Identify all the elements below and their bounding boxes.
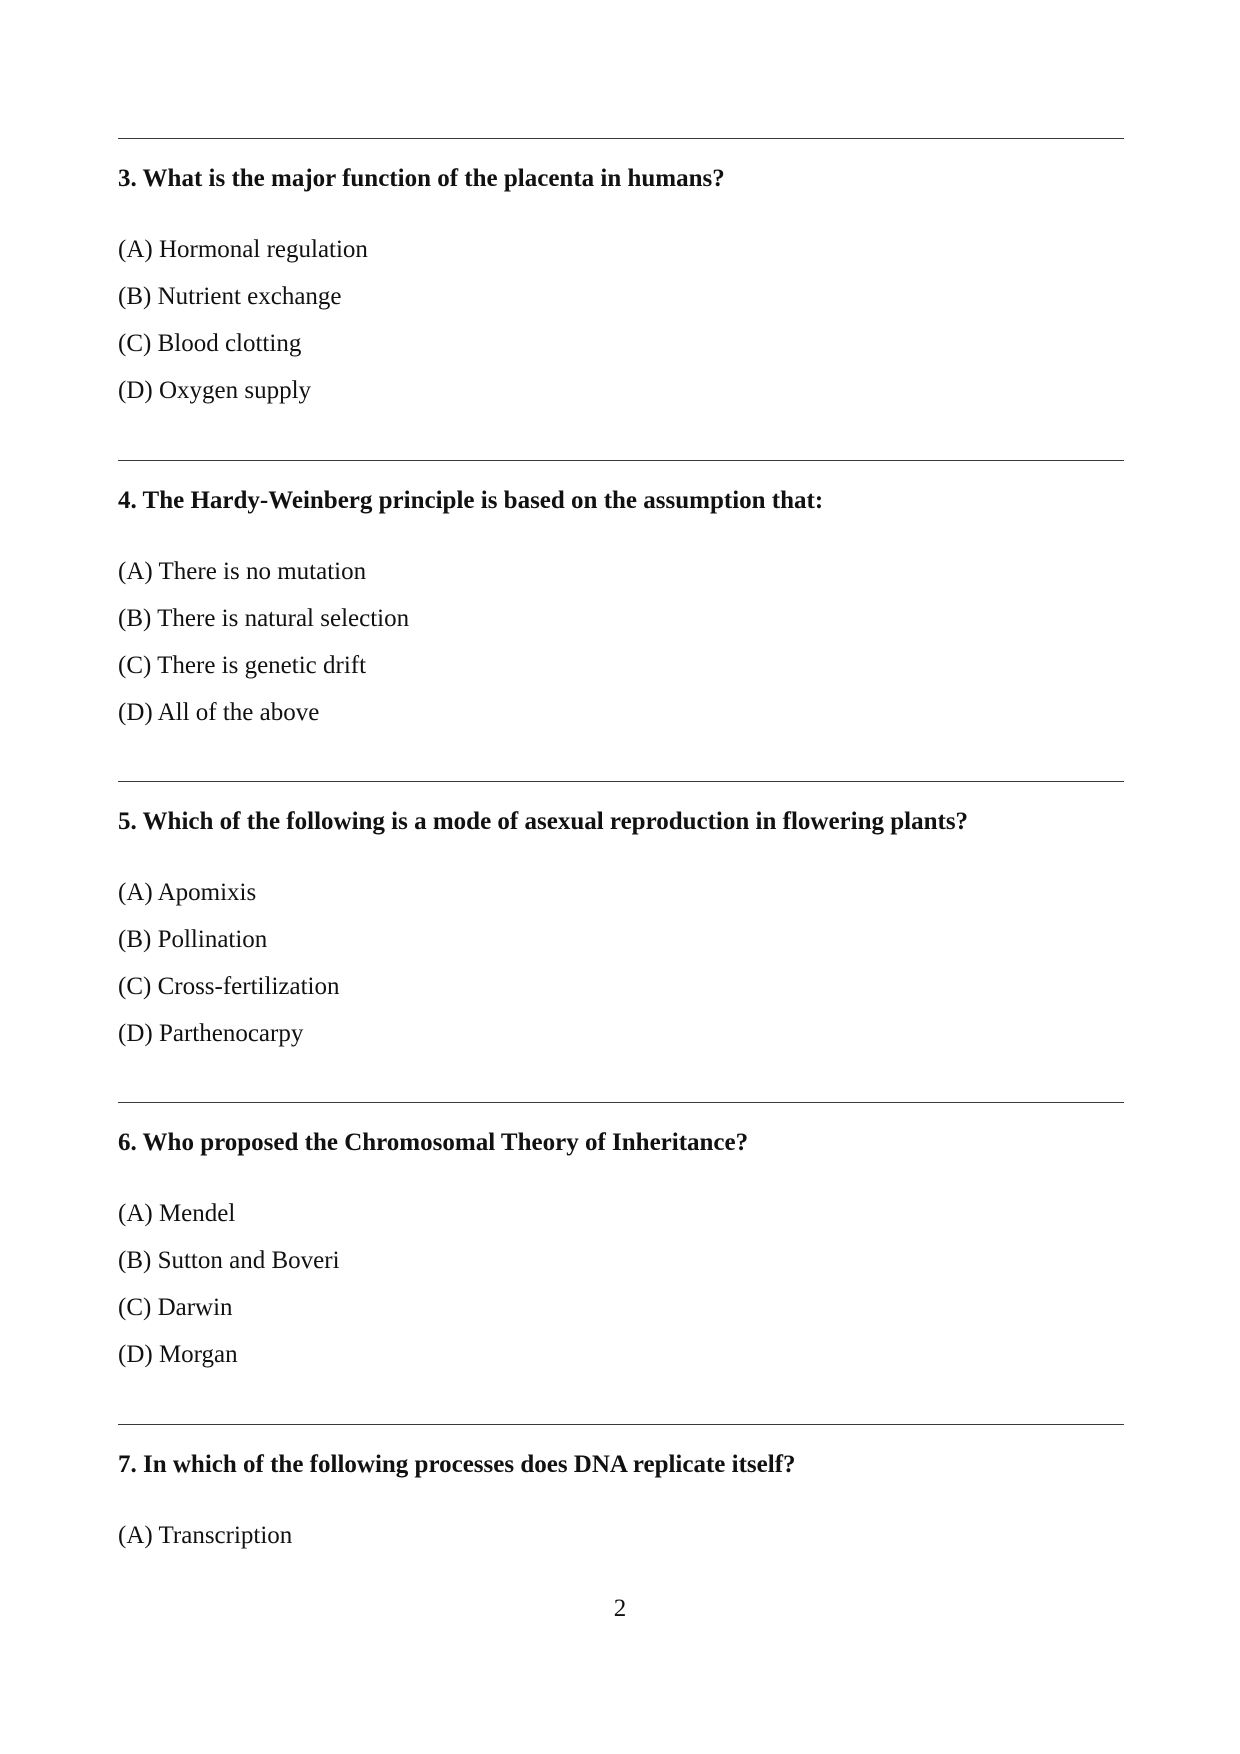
page-number: 2: [613, 1595, 627, 1622]
option-d: (D) Parthenocarpy: [118, 1020, 304, 1047]
question-block-3: [118, 138, 1124, 404]
option-b: (B) Nutrient exchange: [118, 283, 342, 310]
option-a: (A) There is no mutation: [118, 558, 367, 585]
question-block-6: [118, 1102, 1124, 1368]
option-a: (A) Apomixis: [118, 879, 257, 906]
question-block-4: [118, 460, 1124, 726]
divider: [118, 781, 1124, 782]
option-d: (D) Morgan: [118, 1341, 238, 1368]
question-text: 4. The Hardy-Weinberg principle is based on the assumption that:: [118, 487, 824, 514]
divider: [118, 1102, 1124, 1103]
question-text: 5. Which of the following is a mode of asexual reproduction in flowering plants?: [118, 808, 969, 835]
option-d: (D) Oxygen supply: [118, 377, 312, 404]
option-a: (A) Mendel: [118, 1200, 236, 1227]
option-b: (B) There is natural selection: [118, 605, 410, 632]
divider: [118, 1424, 1124, 1425]
option-c: (C) There is genetic drift: [118, 652, 367, 679]
option-b: (B) Sutton and Boveri: [118, 1247, 340, 1274]
option-a: (A) Hormonal regulation: [118, 236, 368, 263]
option-a: (A) Transcription: [118, 1522, 293, 1549]
option-d: (D) All of the above: [118, 699, 320, 726]
question-text: 7. In which of the following processes does DNA replicate itself?: [118, 1451, 796, 1478]
option-b: (B) Pollination: [118, 926, 268, 953]
divider: [118, 138, 1124, 139]
option-c: (C) Cross-fertilization: [118, 973, 340, 1000]
divider: [118, 460, 1124, 461]
question-text: 6. Who proposed the Chromosomal Theory of Inheritance?: [118, 1129, 749, 1156]
option-c: (C) Darwin: [118, 1294, 233, 1321]
question-block-7: [118, 1424, 1124, 1549]
question-block-5: [118, 781, 1124, 1047]
question-text: 3. What is the major function of the placenta in humans?: [118, 165, 725, 192]
option-c: (C) Blood clotting: [118, 330, 302, 357]
